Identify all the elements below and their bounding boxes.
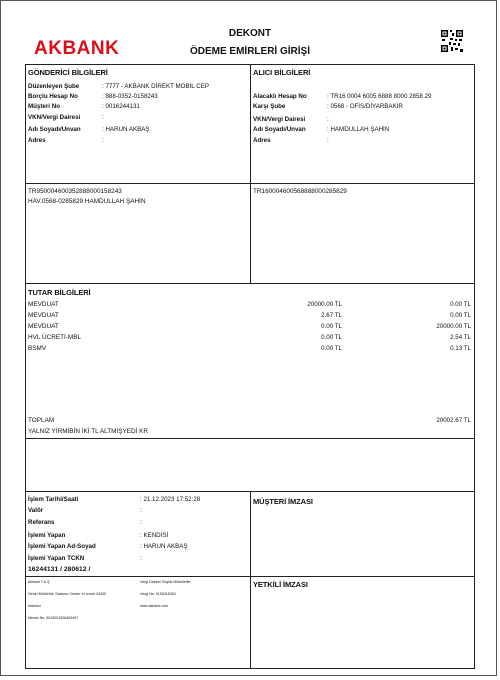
txn-field-label: İşlemi Yapan TCKN <box>28 555 85 562</box>
amount-row-value-a: 20000.00 TL <box>307 301 342 308</box>
txn-field-value: : 21.12.2023 17:52:28 <box>140 496 201 503</box>
divider <box>25 283 475 284</box>
receiver-field-label: Alacaklı Hesap No <box>253 93 307 100</box>
amount-row-name: HVL ÜCRETİ-MBL <box>28 334 82 341</box>
sender-heading: GÖNDERİCİ BİLGİLERİ <box>28 68 108 77</box>
amount-row-value-b: 0.00 TL <box>450 301 471 308</box>
akbank-logo: AKBANK <box>34 38 120 59</box>
receiver-account-line: TR160004600568888000285829 <box>253 188 347 195</box>
txn-field-label: Referans <box>28 519 55 526</box>
amount-row-value-a: 0.00 TL <box>321 345 342 352</box>
receiver-heading: ALICI BİLGİLERİ <box>253 68 311 77</box>
txn-field-value: : <box>140 519 142 526</box>
receiver-field-value: : <box>327 137 329 144</box>
receiver-field-value: : TR16 0004 6005 6888 8000 2858 29 <box>327 93 432 100</box>
document-title: DEKONT <box>228 28 272 39</box>
amount-row-name: MEVDUAT <box>28 312 59 319</box>
divider <box>250 576 475 577</box>
receiver-field-label: Karşı Şube <box>253 103 286 110</box>
sender-field-label: Borçlu Hesap No <box>28 93 78 100</box>
amount-row-name: MEVDUAT <box>28 301 59 308</box>
total-value: 20002.67 TL <box>436 417 471 424</box>
amount-row-name: BSMV <box>28 345 47 352</box>
receiver-field-label: Adı Soyadı/Unvan <box>253 126 306 133</box>
receiver-field-value: : <box>327 116 329 123</box>
txn-field-value: : <box>140 555 142 562</box>
total-label: TOPLAM <box>28 417 55 424</box>
amount-row-value-a: 0.00 TL <box>321 334 342 341</box>
txn-field-value: : KENDİSİ <box>140 532 169 539</box>
authorized-signature-label: YETKİLİ İMZASI <box>253 580 308 589</box>
footer-tax-office: Vergi Dairesi: Büyük Mükellefler <box>140 580 191 584</box>
document-subtitle: ÖDEME EMİRLERİ GİRİŞİ <box>189 46 310 57</box>
amount-row-value-b: 0.13 TL <box>450 345 471 352</box>
txn-field-label: İşlemi Yapan Ad-Soyad <box>28 543 96 550</box>
sender-field-label: Adı Soyadı/Unvan <box>28 126 81 133</box>
footer-tax-no: Vergi No: 0150015264 <box>140 592 176 596</box>
amount-row-value-a: 0.00 TL <box>321 323 342 330</box>
sender-field-label: VKN/Vergi Dairesi <box>28 114 81 121</box>
sender-field-value: : 888-0352-0158243 <box>102 93 158 100</box>
footer-mersis: Mersis No: 0015001526400497 <box>28 616 79 620</box>
amount-row-value-b: 2.54 TL <box>450 334 471 341</box>
sender-field-label: Adres <box>28 137 46 144</box>
sender-field-value: : 7777 - AKBANK DİREKT MOBİL CEP <box>102 83 209 90</box>
amounts-heading: TUTAR BİLGİLERİ <box>28 288 91 297</box>
amount-row-name: MEVDUAT <box>28 323 59 330</box>
amount-row-value-b: 0.00 TL <box>450 312 471 319</box>
txn-field-label: İşlemi Yapan <box>28 532 66 539</box>
footer-address: Genel Müdürlük: Sabancı Center 4.Levent 34330 <box>28 592 107 596</box>
sender-field-value: : HARUN AKBAŞ <box>102 126 150 133</box>
column-divider <box>250 64 251 283</box>
receiver-field-value: : 0568 - OFİS/DİYARBAKIR <box>327 103 403 110</box>
transaction-reference-code: 16244131 / 280612 / <box>28 566 91 573</box>
receiver-field-label: Adres <box>253 137 271 144</box>
footer-city: İstanbul <box>28 604 41 608</box>
footer-company: Akbank T.A.Ş. <box>28 580 51 584</box>
txn-field-label: Valör <box>28 507 44 514</box>
receiver-field-label: VKN/Vergi Dairesi <box>253 116 306 123</box>
sender-field-value: : <box>102 114 104 121</box>
sender-field-label: Müşteri No <box>28 103 60 110</box>
footer-website: www.akbank.com <box>140 604 168 608</box>
txn-field-value: : HARUN AKBAŞ <box>140 543 188 550</box>
transfer-note: HAV.0568-0285829 HAMDULLAH ŞAHİN <box>28 198 146 205</box>
txn-field-value: : <box>140 507 142 514</box>
divider <box>25 438 475 439</box>
sender-field-value: : 0016244131 <box>102 103 140 110</box>
amount-row-value-a: 2.67 TL <box>321 312 342 319</box>
txn-field-label: İşlem Tarihi/Saati <box>28 496 79 503</box>
sender-field-value: : <box>102 137 104 144</box>
customer-signature-label: MÜŞTERİ İMZASI <box>253 497 313 506</box>
divider <box>25 576 250 577</box>
sender-account-line: TR950004600352888000158243 <box>28 188 122 195</box>
amount-in-words: YALNIZ YİRMİBİN İKİ TL ALTMIŞYEDİ KR <box>28 428 149 435</box>
sender-field-label: Düzenleyen Şube <box>28 83 80 90</box>
amount-row-value-b: 20000.00 TL <box>436 323 471 330</box>
receiver-field-value: : HAMDULLAH ŞAHİN <box>327 126 390 133</box>
qr-code-icon <box>440 29 464 53</box>
column-divider <box>250 491 251 669</box>
